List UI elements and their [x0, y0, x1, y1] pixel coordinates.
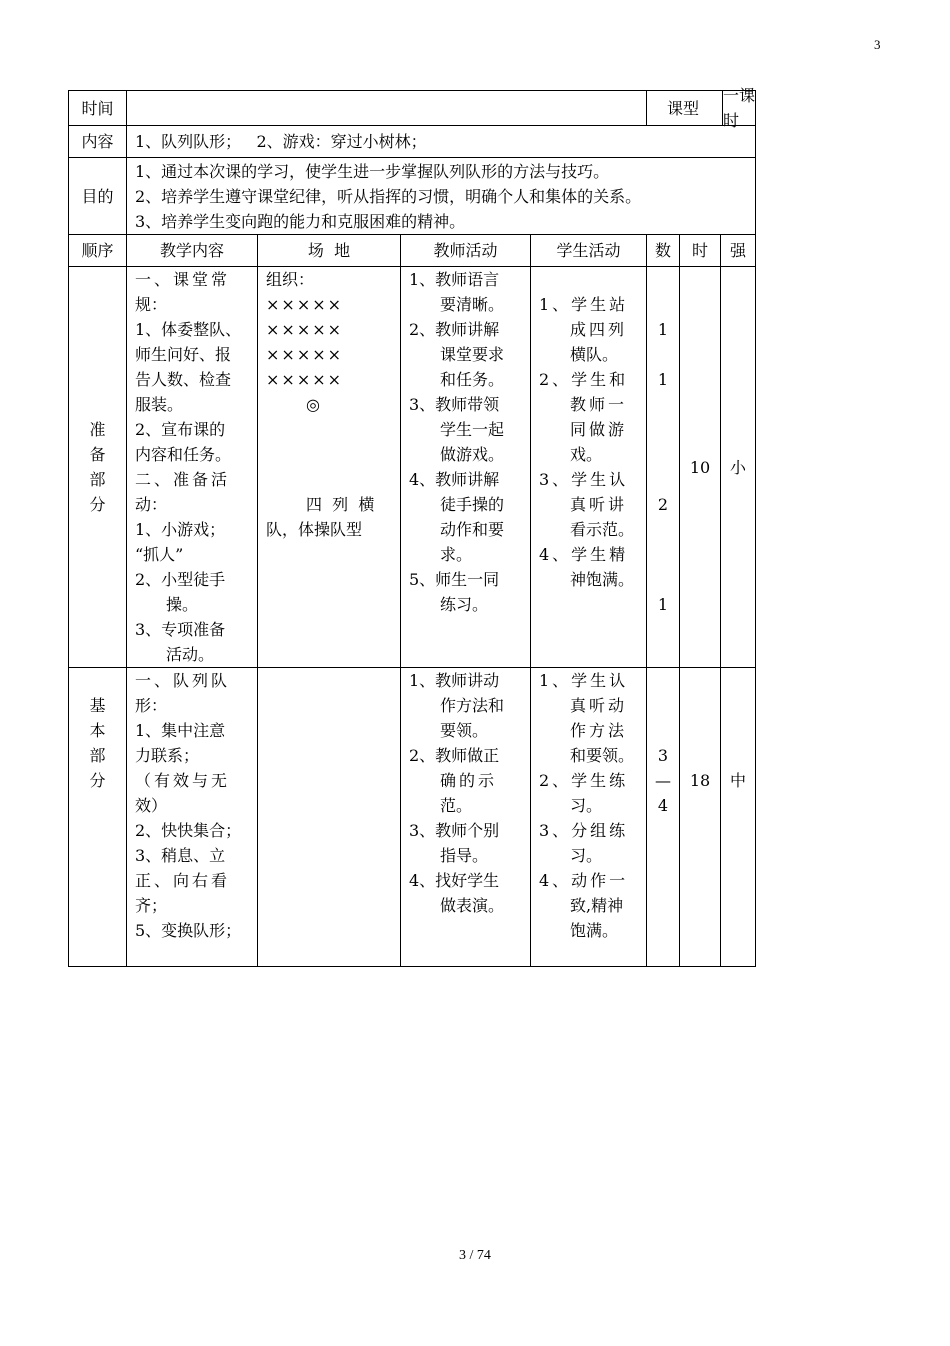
prep-count-line — [647, 292, 679, 317]
prep-teacher-line: 5、师生一同 — [409, 570, 500, 589]
prep-teacher-line: 做游戏。 — [440, 445, 505, 464]
goal-line: 1、通过本次课的学习，使学生进一步掌握队列队形的方法与技巧。 — [135, 161, 610, 181]
prep-content-line: 1、体委整队、 — [135, 320, 242, 339]
column-header-row — [69, 235, 756, 267]
col-order: 顺序 — [69, 235, 127, 267]
prep-count-line — [647, 517, 679, 542]
basic-content-line: 一、队列队 — [135, 671, 231, 690]
prep-content-line: 操。 — [166, 595, 199, 614]
prep-intensity: 小 — [721, 267, 756, 668]
basic-count-line: 4 — [657, 796, 669, 815]
prep-teacher — [401, 267, 531, 668]
prep-content-line: 2、小型徒手 — [135, 570, 226, 589]
goal-line: 2、培养学生遵守课堂纪律，听从指挥的习惯，明确个人和集体的关系。 — [135, 186, 642, 206]
prep-content-line: 3、专项准备 — [135, 620, 226, 639]
col-student: 学生活动 — [531, 235, 647, 267]
content-text: 1、队列队形； 2、游戏：穿过小树林； — [127, 126, 756, 158]
prep-count-line: 1 — [657, 320, 669, 339]
basic-student-line: 作方法 — [570, 721, 628, 740]
prep-section-char: 分 — [89, 495, 106, 514]
col-content: 教学内容 — [127, 235, 258, 267]
basic-section-char: 分 — [89, 771, 106, 790]
basic-teacher-line: 范。 — [440, 796, 473, 815]
prep-teacher-line: 和任务。 — [440, 370, 505, 389]
prep-section-char: 部 — [89, 470, 106, 489]
basic-content-line: 力联系； — [135, 746, 200, 765]
basic-content — [127, 668, 258, 967]
basic-count-line: — — [655, 771, 671, 790]
prep-content-line: 二、准备活 — [135, 470, 231, 489]
basic-content-line: （有效与无 — [135, 771, 231, 790]
time-label: 时间 — [69, 91, 127, 126]
basic-teacher — [401, 668, 531, 967]
basic-content-line: 形： — [135, 696, 168, 715]
basic-teacher-line: 做表演。 — [440, 896, 505, 915]
prep-section-char: 准 — [89, 420, 106, 439]
basic-content-line: 3、稍息、立 — [135, 846, 226, 865]
basic-section-label — [69, 668, 127, 967]
time-value — [127, 91, 647, 126]
prep-content-line: 动： — [135, 495, 168, 514]
prep-content-line: 内容和任务。 — [135, 445, 232, 464]
basic-section-row — [69, 668, 756, 967]
prep-content-line: 告人数、检查 — [135, 370, 232, 389]
prep-time: 10 — [680, 267, 721, 668]
prep-count-line: 2 — [657, 495, 669, 514]
basic-teacher-line: 2、教师做正 — [409, 746, 500, 765]
basic-student-line: 1、学生认 — [539, 671, 629, 690]
prep-teacher-line: 4、教师讲解 — [409, 470, 500, 489]
prep-content-line: 活动。 — [166, 645, 215, 664]
basic-count — [647, 668, 680, 967]
basic-teacher-line: 指导。 — [440, 846, 489, 865]
prep-count-line: 1 — [657, 370, 669, 389]
prep-student-line: 横队。 — [570, 345, 619, 364]
basic-teacher-line: 要领。 — [440, 721, 489, 740]
lesson-plan-table — [68, 86, 756, 967]
basic-student-line: 习。 — [570, 846, 603, 865]
basic-time: 18 — [680, 668, 721, 967]
goal-row — [69, 158, 756, 235]
prep-count — [647, 267, 680, 668]
prep-teacher-line: 2、教师讲解 — [409, 320, 500, 339]
basic-student-line: 4、动作一 — [539, 871, 629, 890]
prep-count-line — [647, 342, 679, 367]
prep-count-line: 1 — [657, 595, 669, 614]
prep-student — [531, 267, 647, 668]
formation-row: ××××× — [266, 370, 344, 389]
prep-student-line: 神饱满。 — [570, 570, 635, 589]
content-row — [69, 126, 756, 158]
lesson-type-value: 一课时 — [723, 86, 756, 130]
prep-content-line: 2、宣布课的 — [135, 420, 226, 439]
prep-count-line — [647, 542, 679, 567]
lesson-type-cell — [647, 86, 756, 130]
col-teacher: 教师活动 — [401, 235, 531, 267]
basic-teacher-line: 1、教师讲动 — [409, 671, 500, 690]
basic-intensity: 中 — [721, 668, 756, 967]
prep-count-line — [647, 392, 679, 417]
prep-teacher-line: 徒手操的 — [440, 495, 505, 514]
basic-student-line: 3、分组练 — [539, 821, 629, 840]
col-intensity: 强 — [721, 235, 756, 267]
col-venue: 场 地 — [258, 235, 401, 267]
goal-text — [127, 158, 756, 235]
prep-student-line: 教师一 — [570, 395, 628, 414]
basic-content-line: 齐； — [135, 896, 168, 915]
content-label: 内容 — [69, 126, 127, 158]
basic-student — [531, 668, 647, 967]
prep-teacher-line: 3、教师带领 — [409, 395, 500, 414]
page-footer: 3 / 74 — [459, 1248, 491, 1263]
prep-content-line: 规： — [135, 295, 168, 314]
prep-student-line: 同做游 — [570, 420, 628, 439]
basic-content-line: 2、快快集合； — [135, 821, 242, 840]
prep-section-label — [69, 267, 127, 668]
goal-label: 目的 — [69, 158, 127, 235]
prep-teacher-line: 求。 — [440, 545, 473, 564]
venue-caption: 四 列 横 — [306, 495, 375, 514]
prep-student-line: 看示范。 — [570, 520, 635, 539]
prep-venue — [258, 267, 401, 668]
prep-student-line — [539, 267, 638, 292]
basic-section-char: 部 — [89, 746, 106, 765]
basic-student-line: 2、学生练 — [539, 771, 629, 790]
basic-content-line: 正、向右看 — [135, 871, 231, 890]
prep-content-line: 师生问好、报 — [135, 345, 232, 364]
formation-row: ××××× — [266, 320, 344, 339]
prep-teacher-line: 1、教师语言 — [409, 270, 500, 289]
basic-student-line: 真听动 — [570, 696, 628, 715]
prep-teacher-line: 学生一起 — [440, 420, 505, 439]
prep-student-line: 1、学生站 — [539, 295, 629, 314]
prep-count-line — [647, 567, 679, 592]
basic-teacher-line: 作方法和 — [440, 696, 505, 715]
basic-content-line: 5、变换队形； — [135, 921, 242, 940]
venue-org-label: 组织： — [266, 270, 315, 289]
formation-row: ××××× — [266, 345, 344, 364]
basic-content-line: 效） — [135, 796, 168, 815]
basic-student-line: 和要领。 — [570, 746, 635, 765]
lesson-type-label: 课型 — [644, 91, 723, 125]
prep-teacher-line: 课堂要求 — [440, 345, 505, 364]
prep-count-line — [647, 417, 679, 442]
basic-teacher-line: 4、找好学生 — [409, 871, 500, 890]
prep-count-line — [647, 467, 679, 492]
prep-student-line: 成四列 — [570, 320, 628, 339]
prep-content — [127, 267, 258, 668]
basic-student-line: 致,精神 — [570, 896, 624, 915]
time-row — [69, 91, 756, 126]
prep-student-line: 戏。 — [570, 445, 603, 464]
prep-student-line: 3、学生认 — [539, 470, 629, 489]
prep-count-line — [647, 267, 679, 292]
prep-content-line: 服装。 — [135, 395, 184, 414]
col-count: 数 — [647, 235, 680, 267]
goal-line: 3、培养学生变向跑的能力和克服困难的精神。 — [135, 211, 466, 231]
basic-section-char: 基 — [89, 696, 106, 715]
prep-count-line — [647, 442, 679, 467]
prep-student-line: 真听讲 — [570, 495, 628, 514]
prep-student-line: 2、学生和 — [539, 370, 629, 389]
basic-teacher-line: 3、教师个别 — [409, 821, 500, 840]
basic-teacher-line: 确的示 — [440, 771, 498, 790]
prep-teacher-line: 练习。 — [440, 595, 489, 614]
basic-student-line: 习。 — [570, 796, 603, 815]
venue-caption: 队，体操队型 — [266, 520, 363, 539]
prep-section-char: 备 — [89, 445, 106, 464]
prep-content-line: 1、小游戏； — [135, 520, 226, 539]
prep-student-line: 4、学生精 — [539, 545, 629, 564]
col-time: 时 — [680, 235, 721, 267]
prep-content-line: 一、课堂常 — [135, 270, 231, 289]
basic-venue — [258, 668, 401, 967]
prep-teacher-line: 动作和要 — [440, 520, 505, 539]
prep-content-line: “抓人” — [135, 545, 184, 564]
formation-row: ××××× — [266, 295, 344, 314]
prep-teacher-line: 要清晰。 — [440, 295, 505, 314]
basic-student-line: 饱满。 — [570, 921, 619, 940]
teacher-position-icon: ◎ — [306, 395, 320, 414]
prep-section-row — [69, 267, 756, 668]
basic-content-line: 1、集中注意 — [135, 721, 226, 740]
page-number-top: 3 — [874, 37, 881, 52]
basic-section-char: 本 — [89, 721, 106, 740]
basic-count-line: 3 — [657, 746, 669, 765]
